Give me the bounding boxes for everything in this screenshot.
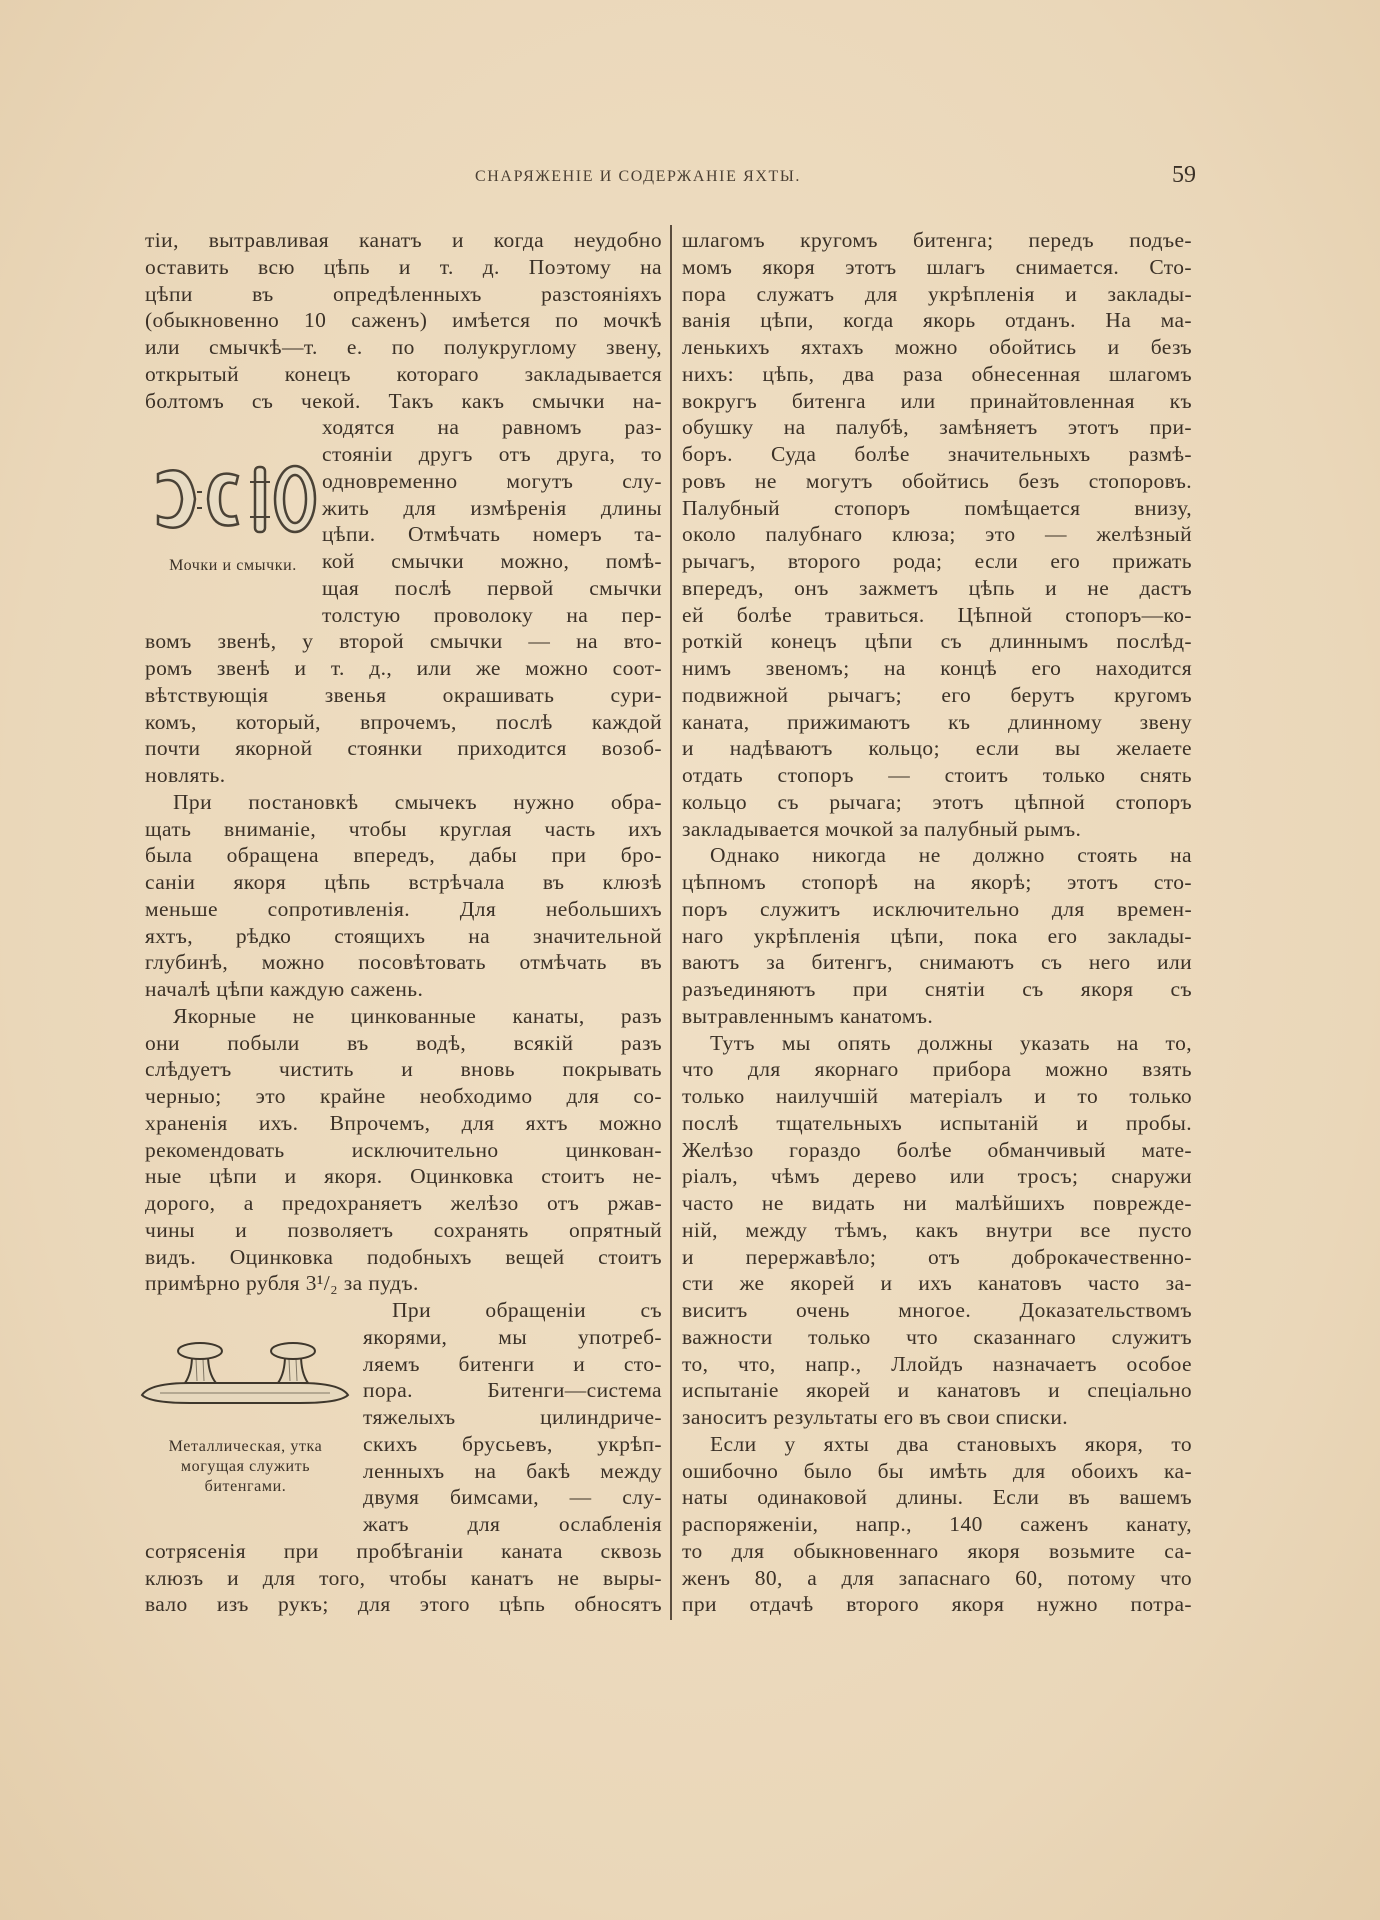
text-line: открытый конецъ котораго закладывается [145,361,662,386]
text-line: роткій конецъ цѣпи съ длиннымъ послѣд- [682,629,1192,654]
text-line: вомъ звенѣ, у второй смычки — на вто- [145,629,662,654]
text-line: двумя бимсами, — слу- [363,1485,662,1510]
text-line: почти якорной стоянки приходится возоб- [145,736,662,761]
text-line: Желѣзо гораздо болѣе обманчивый мате- [682,1137,1192,1162]
text-line: тяжелыхъ цилиндриче- [363,1405,662,1429]
text-line: была обращена впередъ, дабы при бро- [145,843,662,868]
text-line: момъ якоря этотъ шлагъ снимается. Сто- [682,254,1192,279]
text-line: ленныхъ на бакѣ между [363,1458,662,1483]
text-line: испытаніе якорей и канатовъ и спеціально [682,1378,1192,1403]
text-line: вало изъ рукъ; для этого цѣпь обносятъ [145,1592,662,1617]
text-line: около палубнаго клюза; это — желѣзный [682,522,1192,547]
text-line: цѣпномъ стопорѣ на якорѣ; этотъ сто- [682,870,1192,894]
text-line: закладывается мочкой за палубный рымъ. [682,816,1082,841]
text-line: скихъ брусьевъ, укрѣп- [363,1431,662,1456]
text-line: пора служатъ для укрѣпленія и заклады- [682,281,1192,306]
chain-links-caption: Мочки и смычки. [169,557,297,574]
text-line: яхтъ, рѣдко стоящихъ на значительной [145,923,662,948]
text-line: оставить всю цѣпь и т. д. Поэтому на [145,254,662,279]
text-line: сотрясенія при пробѣганіи каната сквозь [145,1538,662,1563]
text-line: распоряженіи, напр., 140 саженъ канату, [682,1512,1192,1536]
text-line: толстую проволоку на пер- [322,602,662,627]
text-line: ріалъ, чѣмъ дерево или тросъ; снаружи [682,1164,1192,1189]
text-line: или смычкѣ—т. е. по полукруглому звену, [145,335,662,359]
text-line: при отдачѣ второго якоря нужно потра- [682,1592,1192,1617]
bitt-cleat-illustration [140,1333,350,1405]
text-line: то, что, напр., Ллойдъ назначаетъ особое [682,1351,1192,1376]
text-line: цѣпи. Отмѣчать номеръ та- [322,522,662,547]
text-line: каната, прижимаютъ къ длинному звену [682,709,1192,734]
text-line: подвижной рычагъ; его берутъ кругомъ [682,682,1192,707]
text-line: щать вниманіе, чтобы круглая часть ихъ [145,816,662,841]
text-line: саніи якоря цѣпь встрѣчала въ клюзѣ [145,870,662,894]
text-line: часто не видать ни малѣйшихъ поврежде- [682,1191,1192,1215]
text-line: ошибочно было бы имѣть для обоихъ ка- [682,1458,1192,1483]
running-title: СНАРЯЖЕНІЕ И СОДЕРЖАНІЕ ЯХТЫ. [475,168,802,185]
text-line: болтомъ съ чекой. Такъ какъ смычки на- [145,388,662,413]
text-line: наты одинаковой длины. Если въ вашемъ [682,1485,1192,1510]
text-line: храненія ихъ. Впрочемъ, для яхтъ можно [145,1110,662,1135]
text-line: впередъ, онъ зажметъ цѣпь и не дастъ [682,575,1192,600]
text-line: рычагъ, второго рода; если его прижать [682,549,1192,573]
text-line: началѣ цѣпи каждую сажень. [145,977,424,1001]
text-line: чины и позволяетъ сохранять опрятный [145,1217,662,1242]
text-line: то для обыкновеннаго якоря возьмите са- [682,1538,1192,1563]
text-line: стояніи другъ отъ друга, то [322,442,662,466]
text-line: меньше сопротивленія. Для небольшихъ [145,896,662,921]
text-line: (обыкновенно 10 саженъ) имѣется по мочкѣ [145,308,662,333]
text-line: При постановкѣ смычекъ нужно обра- [173,789,662,814]
text-line: жить для измѣренія длины [322,495,662,520]
text-line: ляемъ битенги и сто- [363,1351,662,1376]
text-line: Тутъ мы опять должны указать на то, [710,1030,1192,1055]
text-line: щая послѣ первой смычки [322,575,662,600]
page-number: 59 [1172,162,1196,188]
text-line: и перержавѣло; отъ доброкачественно- [682,1244,1192,1269]
text-line: пора. Битенги—система [363,1378,662,1403]
text-line: отдать стопоръ — стоитъ только снять [682,763,1192,787]
text-line: боръ. Суда болѣе значительныхъ размѣ- [682,442,1192,466]
text-line: кольцо съ рычага; этотъ цѣпной стопоръ [682,789,1192,814]
text-line: что для якорнаго прибора можно взять [682,1057,1192,1082]
text-line: кой смычки можно, помѣ- [322,549,662,573]
text-line: нимъ звеномъ; на концѣ его находится [682,656,1192,680]
text-line: клюзъ и для того, чтобы канатъ не выры- [145,1565,662,1590]
text-line: послѣ тщательныхъ испытаній и пробы. [682,1110,1192,1135]
text-line: заноситъ результаты его въ свои списки. [682,1405,1069,1429]
text-line: вѣтствующія звенья окрашивать сури- [145,682,662,707]
text-line: вытравленнымъ канатомъ. [682,1003,934,1028]
text-line: ваютъ за битенгъ, снимаютъ съ него или [682,950,1192,975]
chain-links-illustration [150,462,320,537]
text-line: ровъ не могутъ обойтись безъ стопоровъ. [682,468,1192,493]
text-line: наго укрѣпленія цѣпи, пока его заклады- [682,923,1192,948]
text-line: и надѣваютъ кольцо; если вы желаете [682,736,1192,761]
text-line: Якорные не цинкованные канаты, разъ [173,1003,662,1028]
text-line: Однако никогда не должно стоять на [710,843,1192,868]
text-line: разъединяютъ при снятіи съ якоря съ [682,977,1192,1001]
text-line: только наилучшій матеріалъ и то только [682,1084,1192,1108]
text-line: виситъ очень многое. Доказательствомъ [682,1298,1192,1322]
text-line: сти же якорей и ихъ канатовъ часто за- [682,1271,1192,1296]
text-line: шлагомъ кругомъ битенга; передъ подъе- [682,228,1192,252]
text-line: рекомендовать исключительно цинкован- [145,1137,662,1162]
text-line: вокругъ битенга или принайтовленная къ [682,388,1192,413]
text-line: видъ. Оцинковка подобныхъ вещей стоитъ [145,1244,662,1269]
bitt-caption-line-2: могущая служить [180,1458,311,1475]
text-line: ній, между тѣмъ, какъ внутри все пусто [682,1217,1192,1242]
text-line: поръ служитъ исключительно для времен- [682,896,1192,921]
text-line: слѣдуетъ чистить и вновь покрывать [145,1057,662,1082]
text-line: ромъ звенѣ и т. д., или же можно соот- [145,656,662,680]
text-line: ходятся на равномъ раз- [322,415,662,440]
text-line: ные цѣпи и якоря. Оцинковка стоитъ не- [145,1164,662,1189]
text-line: дорого, а предохраняетъ желѣзо отъ ржав- [145,1191,662,1215]
text-line: они побыли въ водѣ, всякій разъ [145,1030,662,1055]
text-line: Если у яхты два становыхъ якоря, то [710,1431,1192,1456]
text-line: обушку на палубѣ, замѣняетъ этотъ при- [682,415,1192,440]
text-line: ленькихъ яхтахъ можно обойтись и безъ [682,335,1192,359]
text-line: глубинѣ, можно посовѣтовать отмѣчать въ [145,950,662,975]
text-line: Палубный стопоръ помѣщается внизу, [682,495,1192,520]
bitt-caption-line-3: битенгами. [204,1478,287,1495]
text-line: якорями, мы употреб- [363,1324,662,1349]
text-line: важности только что сказаннаго служитъ [682,1324,1192,1349]
text-line: При обращеніи съ [392,1298,662,1322]
text-line: комъ, который, впрочемъ, послѣ каждой [145,709,662,734]
text-line: ванія цѣпи, когда якорь отданъ. На ма- [682,308,1192,333]
text-line: цѣпи въ опредѣленныхъ разстояніяхъ [145,281,662,306]
bitt-caption-line-1: Металлическая, утка [168,1438,323,1455]
text-line: жатъ для ослабленія [363,1512,662,1536]
text-line: тіи, вытравливая канатъ и когда неудобно [145,228,662,252]
text-line: черныо; это крайне необходимо для со- [145,1084,662,1108]
text-line: ей болѣе травиться. Цѣпной стопоръ—ко- [682,602,1192,627]
text-line: новлять. [145,763,226,787]
column-divider [670,225,672,1620]
text-line: одновременно могутъ слу- [322,468,662,493]
text-line: женъ 80, а для запаснаго 60, потому что [682,1565,1192,1590]
text-line: примѣрно рубля 3¹/₂ за пудъ. [145,1271,419,1296]
text-line: нихъ: цѣпь, два раза обнесенная шлагомъ [682,361,1192,386]
